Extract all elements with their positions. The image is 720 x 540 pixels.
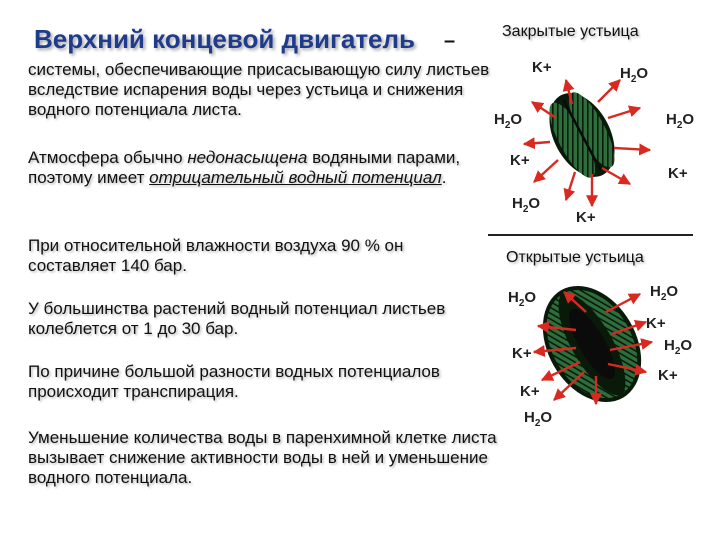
h2o-label: $H_2O$: [508, 289, 537, 309]
k-label: K+: [576, 209, 596, 226]
k-label: K+: [646, 315, 666, 332]
open-stomata: [508, 268, 692, 429]
text-run: водяными парами, поэтому имеет: [28, 148, 461, 187]
term-undersaturated: недонасыщена: [187, 148, 308, 167]
h2o-label: $H_2O$: [620, 65, 649, 85]
h2o-label: $H_2O$: [512, 195, 541, 215]
k-label: K+: [510, 152, 530, 169]
h2o-label: $H_2O$: [664, 337, 693, 357]
k-label: K+: [668, 165, 688, 182]
arrow: [608, 108, 640, 118]
paragraph-transpiration: По причине большой разности водных потенциалов происходит транспирация.: [28, 362, 440, 401]
h2o-label: $H_2O$: [524, 409, 553, 429]
closed-stomata: [494, 59, 694, 226]
text-run: Атмосфера обычно: [28, 148, 188, 167]
closed-stomata-caption: Закрытые устьица: [502, 23, 639, 40]
arrow: [534, 160, 558, 182]
arrow: [598, 80, 620, 102]
arrow: [524, 142, 550, 144]
h2o-label: $H_2O$: [650, 283, 679, 303]
h2o-label: $H_2O$: [666, 111, 695, 131]
paragraph-definition: системы, обеспечивающие присасывающую силу листьев вследствие испарения воды через устьица и снижения водного потенциала листа.: [28, 60, 490, 119]
arrow: [566, 172, 575, 200]
term-negative-potential: отрицательный водный потенциал: [149, 168, 442, 187]
title-dash: –: [444, 30, 456, 52]
arrow: [602, 168, 630, 184]
slide-title: Верхний концевой двигатель: [34, 24, 416, 54]
stomata-diagram: [480, 50, 710, 430]
arrow: [614, 148, 650, 150]
paragraph-leaf-potential: У большинства растений водный потенциал листьев колеблется от 1 до 30 бар.: [28, 299, 446, 338]
paragraph-humidity: При относительной влажности воздуха 90 % он составляет 140 бар.: [28, 236, 404, 275]
k-label: K+: [512, 345, 532, 362]
open-stomata-caption: Открытые устьица: [506, 249, 644, 266]
k-label: K+: [520, 383, 540, 400]
k-label: K+: [532, 59, 552, 76]
k-label: K+: [658, 367, 678, 384]
text-run: .: [441, 168, 447, 187]
h2o-label: $H_2O$: [494, 111, 523, 131]
paragraph-parenchyma: Уменьшение количества воды в паренхимной клетке листа вызывает снижение активности воды в ней и уменьшение водного потенциала.: [28, 428, 497, 487]
paragraph-atmosphere: [28, 148, 478, 188]
